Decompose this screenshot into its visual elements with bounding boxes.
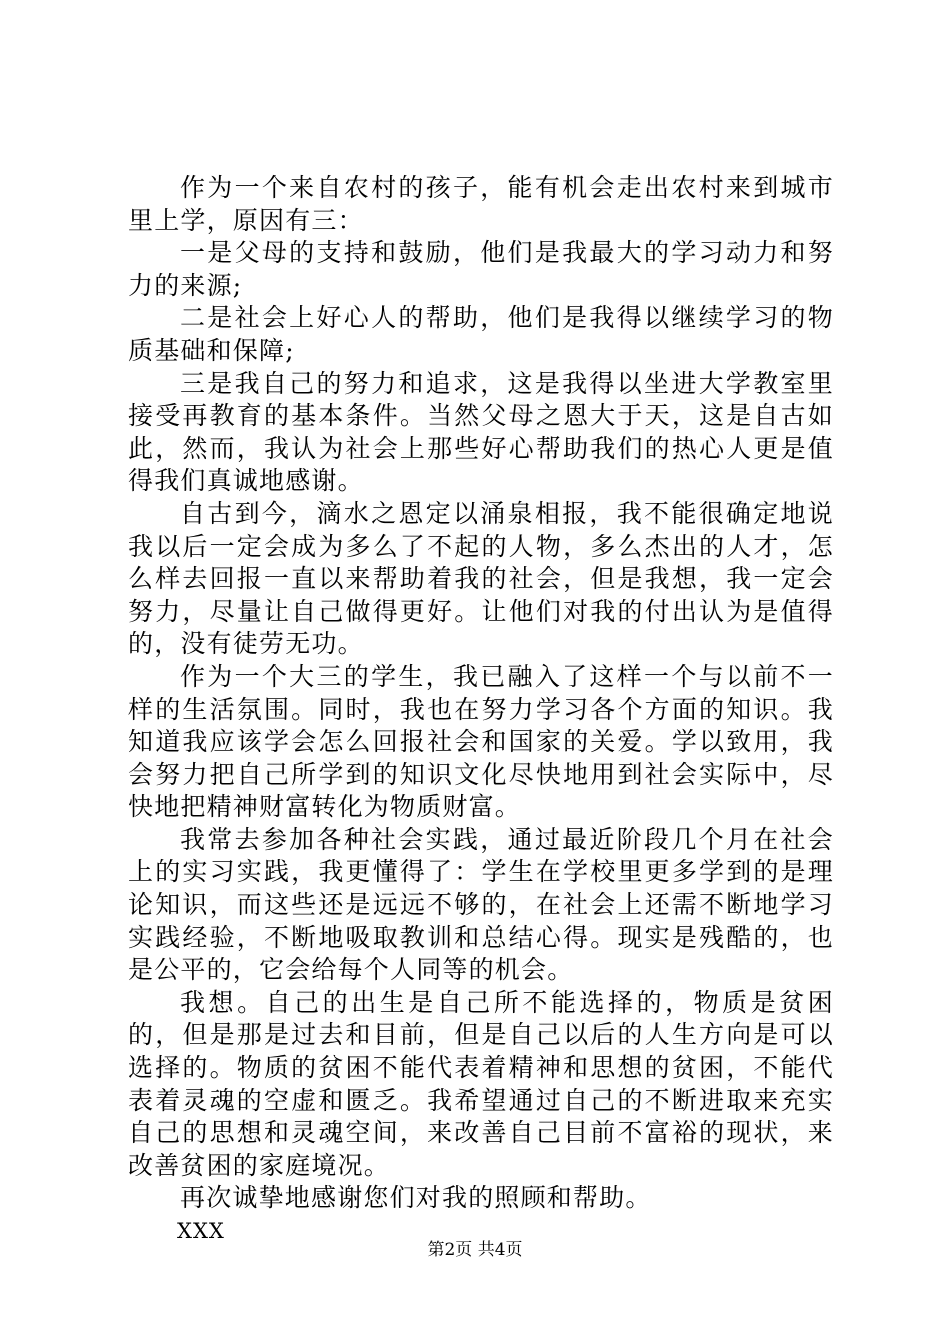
paragraph-reason-three: 三是我自己的努力和追求，这是我得以坐进大学教室里接受再教育的基本条件。当然父母之恩大于天，这是自古如此，然而，我认为社会上那些好心帮助我们的热心人更是值得我们真诚地感谢。 — [128, 368, 834, 496]
paragraph-reflection: 我想。自己的出生是自己所不能选择的，物质是贫困的，但是那是过去和目前，但是自己以后的人生方向是可以选择的。物质的贫困不能代表着精神和思想的贫困，不能代表着灵魂的空虚和匮乏。我希望通过自己的不断进取来充实自己的思想和灵魂空间，来改善自己目前不富裕的现状，来改善贫困的家庭境况。 — [128, 987, 834, 1180]
signature: XXX — [177, 1219, 225, 1243]
document-body — [128, 172, 834, 1248]
paragraph-reason-one: 一是父母的支持和鼓励，他们是我最大的学习动力和努力的来源; — [128, 238, 834, 300]
page-footer: 第2页 共4页 — [427, 1240, 523, 1260]
paragraph-student: 作为一个大三的学生，我已融入了这样一个与以前不一样的生活氛围。同时，我也在努力学习各个方面的知识。我知道我应该学会怎么回报社会和国家的关爱。学以致用，我会努力把自己所学到的知识文化尽快地用到社会实际中，尽快地把精神财富转化为物质财富。 — [128, 661, 834, 822]
paragraph-practice: 我常去参加各种社会实践，通过最近阶段几个月在社会上的实习实践，我更懂得了：学生在学校里更多学到的是理论知识，而这些还是远远不够的，在社会上还需不断地学习实践经验，不断地吸取教训和总结心得。现实是残酷的，也是公平的，它会给每个人同等的机会。 — [128, 824, 834, 985]
paragraph-intro: 作为一个来自农村的孩子，能有机会走出农村来到城市里上学，原因有三： — [128, 173, 834, 235]
paragraph-thanks: 再次诚挚地感谢您们对我的照顾和帮助。 — [180, 1183, 652, 1213]
paragraph-reason-two: 二是社会上好心人的帮助，他们是我得以继续学习的物质基础和保障; — [128, 303, 834, 365]
paragraph-gratitude: 自古到今，滴水之恩定以涌泉相报，我不能很确定地说我以后一定会成为多么了不起的人物，多么杰出的人才，怎么样去回报一直以来帮助着我的社会，但是我想，我一定会努力，尽量让自己做得更好。让他们对我的付出认为是值得的，没有徒劳无功。 — [128, 498, 834, 659]
